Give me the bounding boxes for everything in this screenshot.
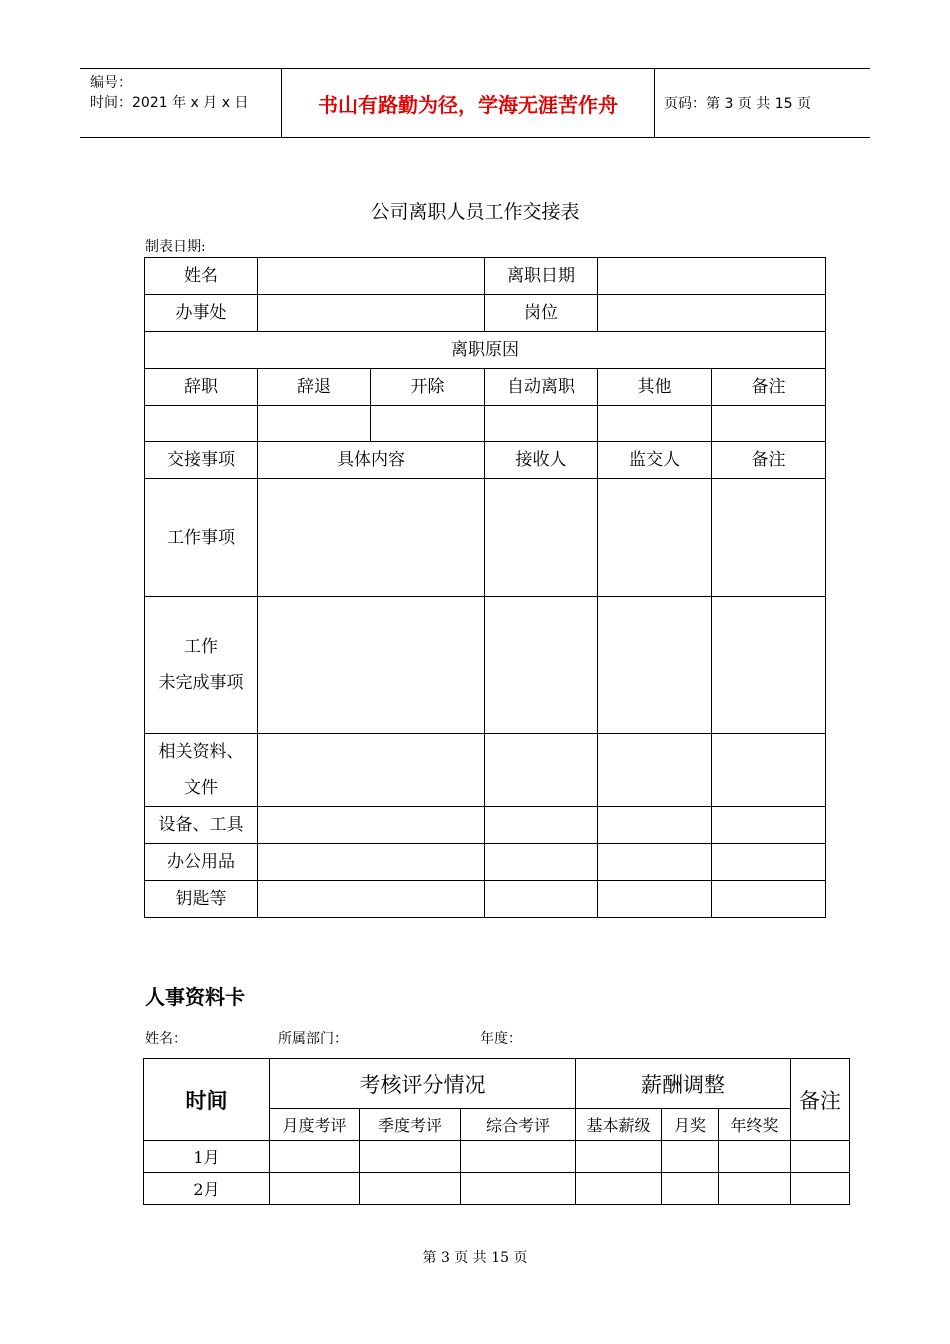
item-label-line: 工作 — [184, 637, 218, 657]
date-label: 制表日期: — [145, 239, 206, 255]
hr-card-table — [143, 1058, 850, 1205]
cell-label: 姓名 — [145, 258, 258, 295]
data-cell[interactable] — [662, 1141, 719, 1173]
hr-dept-label: 所属部门： — [278, 1031, 348, 1047]
reason-header: 自动离职 — [485, 369, 598, 406]
reason-header: 辞职 — [145, 369, 258, 406]
cell-label: 办事处 — [145, 295, 258, 332]
notes-input-cell[interactable] — [712, 807, 826, 844]
item-label: 设备、工具 — [145, 807, 258, 844]
supervisor-input-cell[interactable] — [598, 844, 712, 881]
hr-year-label: 年度： — [480, 1031, 522, 1047]
content-input-cell[interactable] — [258, 807, 485, 844]
sub-header: 月奖 — [662, 1109, 719, 1141]
table-row — [145, 442, 826, 479]
time-label: 时间：2021 年 x 月 x 日 — [90, 95, 249, 111]
sub-header: 综合考评 — [461, 1109, 576, 1141]
reason-input-cell[interactable] — [258, 406, 371, 442]
data-cell[interactable] — [576, 1141, 662, 1173]
supervisor-input-cell[interactable] — [598, 597, 712, 734]
header-page-info: 页码：第 3 页 共 15 页 — [664, 96, 811, 112]
data-cell[interactable] — [461, 1173, 576, 1205]
name-value-cell[interactable] — [258, 258, 485, 295]
table-row — [145, 844, 826, 881]
item-header: 接收人 — [485, 442, 598, 479]
sub-header: 月度考评 — [270, 1109, 360, 1141]
notes-input-cell[interactable] — [712, 881, 826, 918]
handover-title: 公司离职人员工作交接表 — [370, 201, 580, 223]
table-row — [144, 1141, 850, 1173]
notes-input-cell[interactable] — [712, 734, 826, 807]
data-cell[interactable] — [791, 1173, 850, 1205]
notes-input-cell[interactable] — [712, 597, 826, 734]
item-header: 交接事项 — [145, 442, 258, 479]
notes-input-cell[interactable] — [712, 479, 826, 597]
notes-input-cell[interactable] — [712, 844, 826, 881]
receiver-input-cell[interactable] — [485, 479, 598, 597]
item-label: 钥匙等 — [145, 881, 258, 918]
code-label: 编号： — [90, 75, 132, 91]
content-input-cell[interactable] — [258, 844, 485, 881]
table-row — [145, 881, 826, 918]
header-divider — [654, 69, 655, 137]
item-label — [145, 597, 258, 734]
time-header: 时间 — [144, 1059, 270, 1141]
cell-label: 岗位 — [485, 295, 598, 332]
item-label-line: 相关资料、 — [158, 742, 244, 762]
reason-input-cell[interactable] — [371, 406, 485, 442]
handover-table — [144, 257, 826, 918]
item-label — [145, 734, 258, 807]
item-label: 办公用品 — [145, 844, 258, 881]
item-label-line: 未完成事项 — [158, 673, 244, 693]
eval-group-header: 考核评分情况 — [270, 1059, 576, 1109]
data-cell[interactable] — [270, 1141, 360, 1173]
header-meta — [90, 73, 248, 113]
data-cell[interactable] — [360, 1141, 461, 1173]
supervisor-input-cell[interactable] — [598, 807, 712, 844]
table-row — [144, 1173, 850, 1205]
office-value-cell[interactable] — [258, 295, 485, 332]
notes-header: 备注 — [791, 1059, 850, 1141]
reason-title-cell: 离职原因 — [145, 332, 826, 369]
sub-header: 季度考评 — [360, 1109, 461, 1141]
supervisor-input-cell[interactable] — [598, 734, 712, 807]
salary-group-header: 薪酬调整 — [576, 1059, 791, 1109]
reason-header: 备注 — [712, 369, 826, 406]
table-row — [145, 479, 826, 597]
receiver-input-cell[interactable] — [485, 807, 598, 844]
item-header: 备注 — [712, 442, 826, 479]
receiver-input-cell[interactable] — [485, 597, 598, 734]
position-value-cell[interactable] — [598, 295, 826, 332]
content-input-cell[interactable] — [258, 597, 485, 734]
receiver-input-cell[interactable] — [485, 844, 598, 881]
data-cell[interactable] — [576, 1173, 662, 1205]
supervisor-input-cell[interactable] — [598, 479, 712, 597]
item-header: 具体内容 — [258, 442, 485, 479]
table-row — [145, 295, 826, 332]
sub-header: 基本薪级 — [576, 1109, 662, 1141]
content-input-cell[interactable] — [258, 734, 485, 807]
reason-header: 辞退 — [258, 369, 371, 406]
content-input-cell[interactable] — [258, 881, 485, 918]
data-cell[interactable] — [270, 1173, 360, 1205]
data-cell[interactable] — [791, 1141, 850, 1173]
supervisor-input-cell[interactable] — [598, 881, 712, 918]
reason-input-cell[interactable] — [598, 406, 712, 442]
item-label: 工作事项 — [145, 479, 258, 597]
hr-card-title: 人事资料卡 — [145, 985, 245, 1009]
receiver-input-cell[interactable] — [485, 734, 598, 807]
reason-header: 其他 — [598, 369, 712, 406]
table-row — [145, 258, 826, 295]
header-motto: 书山有路勤为径，学海无涯苦作舟 — [318, 93, 618, 117]
reason-input-cell[interactable] — [712, 406, 826, 442]
item-header: 监交人 — [598, 442, 712, 479]
table-row — [145, 406, 826, 442]
reason-header: 开除 — [371, 369, 485, 406]
table-row — [144, 1059, 850, 1109]
sub-header: 年终奖 — [719, 1109, 791, 1141]
table-row — [145, 369, 826, 406]
content-input-cell[interactable] — [258, 479, 485, 597]
month-label: 2月 — [144, 1173, 270, 1205]
data-cell[interactable] — [461, 1141, 576, 1173]
hr-name-label: 姓名： — [145, 1031, 187, 1047]
leave-date-value-cell[interactable] — [598, 258, 826, 295]
data-cell[interactable] — [662, 1173, 719, 1205]
item-label-line: 文件 — [184, 778, 218, 798]
table-row — [145, 332, 826, 369]
month-label: 1月 — [144, 1141, 270, 1173]
page-header — [80, 68, 870, 138]
cell-label: 离职日期 — [485, 258, 598, 295]
data-cell[interactable] — [719, 1173, 791, 1205]
data-cell[interactable] — [719, 1141, 791, 1173]
reason-input-cell[interactable] — [485, 406, 598, 442]
table-row — [145, 734, 826, 807]
page-footer: 第 3 页 共 15 页 — [422, 1250, 528, 1266]
data-cell[interactable] — [360, 1173, 461, 1205]
table-row — [145, 807, 826, 844]
receiver-input-cell[interactable] — [485, 881, 598, 918]
table-row — [145, 597, 826, 734]
reason-input-cell[interactable] — [145, 406, 258, 442]
